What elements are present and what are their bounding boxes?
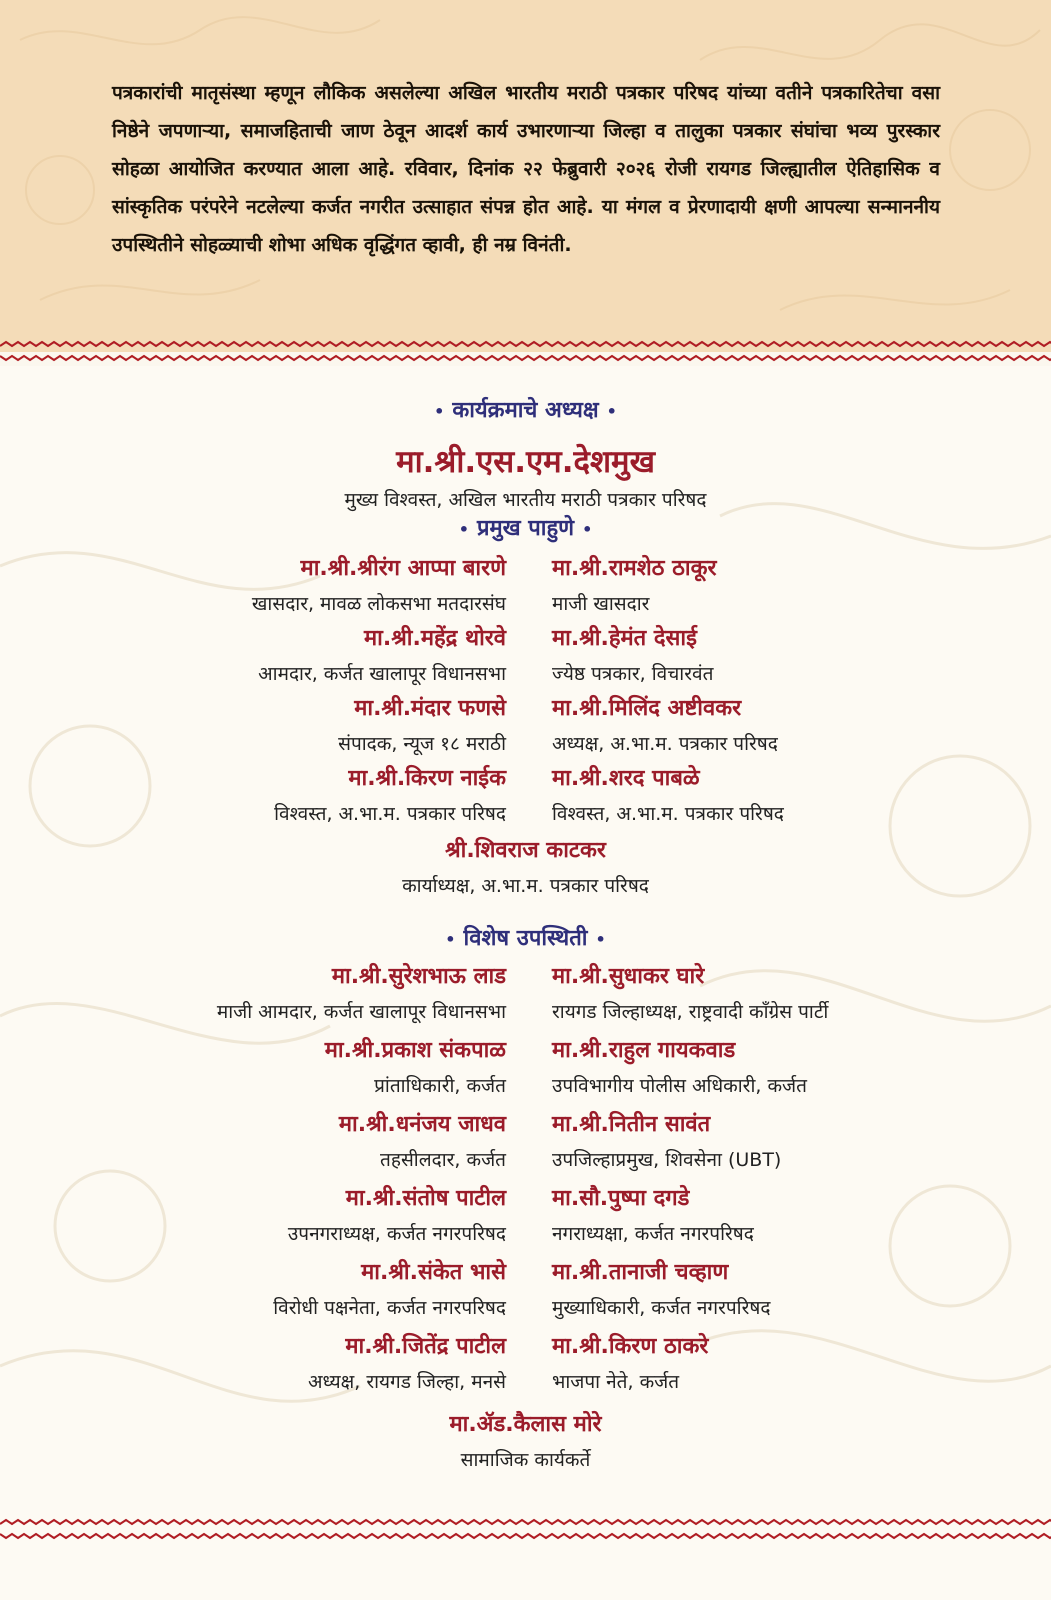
- guest-name: मा.श्री.श्रीरंग आप्पा बारणे: [300, 556, 506, 581]
- chief-guests-heading: • प्रमुख पाहुणे •: [458, 516, 593, 541]
- guest-name: मा.श्री.रामशेठ ठाकूर: [552, 556, 717, 581]
- special-name: मा.श्री.जितेंद्र पाटील: [345, 1334, 506, 1359]
- guest-name: मा.श्री.महेंद्र थोरवे: [363, 626, 506, 651]
- special-name: मा.श्री.किरण ठाकरे: [552, 1334, 709, 1359]
- guest-designation: विश्वस्त, अ.भा.म. पत्रकार परिषद: [552, 803, 784, 825]
- president-heading: • कार्यक्रमाचे अध्यक्ष •: [434, 398, 617, 423]
- special-name: मा.श्री.धनंजय जाधव: [338, 1112, 506, 1137]
- special-name-center: मा.ॲड.कैलास मोरे: [449, 1412, 602, 1437]
- special-designation: विरोधी पक्षनेता, कर्जत नगरपरिषद: [273, 1297, 506, 1319]
- guest-name: मा.श्री.मंदार फणसे: [354, 696, 506, 721]
- zigzag-border-bottom: [0, 1518, 1051, 1540]
- guest-designation: आमदार, कर्जत खालापूर विधानसभा: [258, 663, 506, 685]
- guest-name: मा.श्री.मिलिंद अष्टीवकर: [552, 696, 742, 721]
- special-designation: प्रांताधिकारी, कर्जत: [374, 1075, 506, 1097]
- special-designation: मुख्याधिकारी, कर्जत नगरपरिषद: [552, 1297, 771, 1319]
- special-name: मा.श्री.प्रकाश संकपाळ: [324, 1038, 506, 1063]
- special-designation: रायगड जिल्हाध्यक्ष, राष्ट्रवादी काँग्रेस पार्टी: [552, 1001, 829, 1023]
- special-name: मा.सौ.पुष्पा दगडे: [552, 1186, 690, 1211]
- special-name: मा.श्री.सुधाकर घारे: [552, 964, 705, 989]
- special-designation: उपनगराध्यक्ष, कर्जत नगरपरिषद: [287, 1223, 506, 1245]
- top-band: [0, 0, 1051, 352]
- special-name: मा.श्री.सुरेशभाऊ लाड: [331, 964, 506, 989]
- president-title: मुख्य विश्वस्त, अखिल भारतीय मराठी पत्रकार परिषद: [344, 489, 707, 511]
- guest-designation: संपादक, न्यूज १८ मराठी: [338, 733, 506, 755]
- guest-name: मा.श्री.हेमंत देसाई: [552, 626, 697, 651]
- special-name: मा.श्री.नितीन सावंत: [552, 1112, 711, 1137]
- guest-designation-center: कार्याध्यक्ष, अ.भा.म. पत्रकार परिषद: [402, 875, 649, 897]
- special-designation-center: सामाजिक कार्यकर्ते: [460, 1449, 591, 1471]
- special-designation: भाजपा नेते, कर्जत: [552, 1371, 680, 1393]
- intro-paragraph: पत्रकारांची मातृसंस्था म्हणून लौकिक असलेल्या अखिल भारतीय मराठी पत्रकार परिषद यांच्या वतीने पत्रकारितेचा वसा निष्ठेने जपणाऱ्या, समाजहिताची जाण ठेवून आदर्श कार्य उभारणाऱ्या जिल्हा व तालुका पत्रकार संघांचा भव्य पुरस्कार सोहळा आयोजित करण्यात आला आहे. रविवार, दिनांक २२ फेब्रुवारी २०२६ रोजी रायगड जिल्ह्यातील ऐतिहासिक व सांस्कृतिक परंपरेने नटलेल्या कर्जत नगरीत उत्साहात संपन्न होत आहे. या मंगल व प्रेरणादायी क्षणी आपल्या सन्माननीय उपस्थितीने सोहळ्याची शोभा अधिक वृद्धिंगत व्हावी, ही नम्र विनंती.: [112, 82, 940, 256]
- guest-name-center: श्री.शिवराज काटकर: [445, 838, 606, 863]
- special-guests-heading: • विशेष उपस्थिती •: [445, 926, 606, 951]
- president-name: मा.श्री.एस.एम.देशमुख: [396, 444, 655, 480]
- special-designation: अध्यक्ष, रायगड जिल्हा, मनसे: [307, 1371, 506, 1393]
- special-name: मा.श्री.तानाजी चव्हाण: [552, 1260, 729, 1285]
- special-designation: उपजिल्हाप्रमुख, शिवसेना (UBT): [552, 1149, 782, 1171]
- guest-name: मा.श्री.किरण नाईक: [348, 766, 506, 791]
- special-designation: तहसीलदार, कर्जत: [380, 1149, 506, 1171]
- special-name: मा.श्री.राहुल गायकवाड: [552, 1038, 736, 1063]
- special-designation: माजी आमदार, कर्जत खालापूर विधानसभा: [216, 1001, 506, 1023]
- special-name: मा.श्री.संकेत भासे: [361, 1260, 506, 1285]
- special-name: मा.श्री.संतोष पाटील: [345, 1186, 506, 1211]
- special-designation: उपविभागीय पोलीस अधिकारी, कर्जत: [552, 1075, 807, 1097]
- guest-name: मा.श्री.शरद पाबळे: [552, 766, 700, 791]
- zigzag-border-top: [0, 340, 1051, 362]
- guest-designation: खासदार, मावळ लोकसभा मतदारसंघ: [251, 593, 506, 615]
- guest-designation: अध्यक्ष, अ.भा.म. पत्रकार परिषद: [552, 733, 778, 755]
- special-designation: नगराध्यक्षा, कर्जत नगरपरिषद: [552, 1223, 754, 1245]
- guest-designation: ज्येष्ठ पत्रकार, विचारवंत: [552, 663, 714, 685]
- guest-designation: विश्वस्त, अ.भा.म. पत्रकार परिषद: [274, 803, 506, 825]
- guest-designation: माजी खासदार: [552, 593, 650, 615]
